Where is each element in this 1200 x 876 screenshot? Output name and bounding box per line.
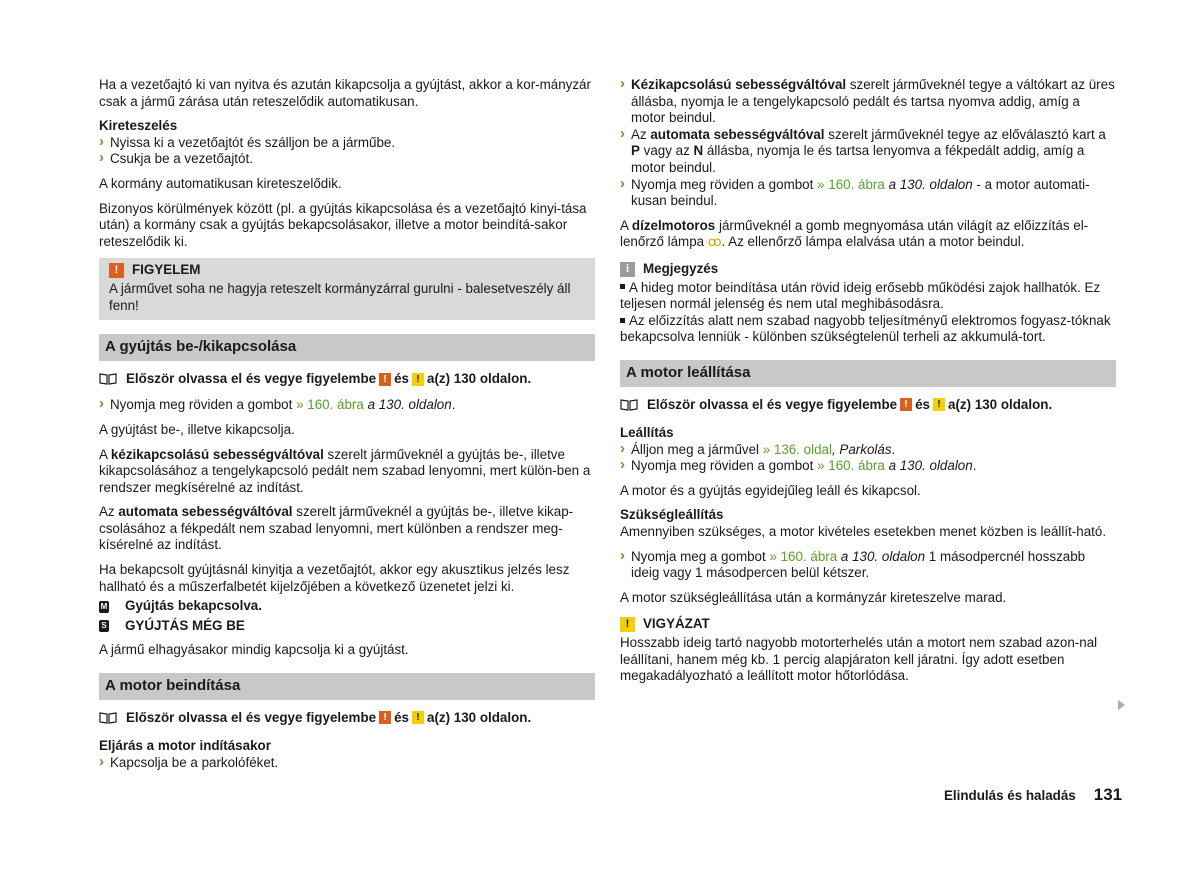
paragraph: Ha bekapcsolt gyújtásnál kinyitja a vezetőajtót, akkor egy akusztikus jelzés lesz hallható és a műszerfalbetét kijelzőjében a következő üzenetet jelzi ki. xyxy=(99,562,570,594)
caution-icon: ! xyxy=(620,617,635,632)
list-item: › Csukja be a vezetőajtót. xyxy=(99,151,595,168)
note-header xyxy=(620,261,1116,278)
book-icon xyxy=(620,399,638,411)
list-item: › Álljon meg a járművel » 136. oldal, Parkolás. xyxy=(620,442,1116,459)
display-message xyxy=(99,598,595,615)
continue-arrow-icon xyxy=(1118,700,1125,710)
list-item: › Nyissa ki a vezetőajtót és szálljon be a járműbe. xyxy=(99,135,595,152)
warning-text: A járművet soha ne hagyja reteszelt kormányzárral gurulni - balesetveszély áll fenn! xyxy=(109,280,571,313)
list-item: › Kapcsolja be a parkolóféket. xyxy=(99,755,595,772)
list-item: › Nyomja meg röviden a gombot » 160. ábra a 130. oldalon - a motor automati-kusan beindul. xyxy=(620,177,1116,210)
display-message xyxy=(99,618,595,635)
note-box xyxy=(620,261,1116,346)
paragraph: Amennyiben szükséges, a motor kivételes esetekben menet közben is leállít-ható. xyxy=(620,524,1107,540)
page-footer xyxy=(944,787,1122,805)
read-first-text: Először olvassa el és vegye figyelembe xyxy=(126,709,377,725)
right-column xyxy=(620,77,1116,685)
paragraph: A motor és a gyújtás egyidejűleg leáll és kikapcsol. xyxy=(620,482,921,498)
paragraph: A gyújtást be-, illetve kikapcsolja. xyxy=(99,421,295,437)
read-first-text: Először olvassa el és vegye figyelembe xyxy=(647,396,898,412)
read-first-page: a(z) 130 oldalon. xyxy=(427,370,532,386)
section-heading-engine-start: A motor beindítása xyxy=(99,673,595,700)
read-first-note xyxy=(620,397,1116,414)
list-item: › Kézikapcsolású sebességváltóval szerelt járműveknél tegye a váltókart az üres állásba, nyomja le a tengelykapcsoló pedált és tartsa nyomva addig, amíg a motor beindul. xyxy=(620,77,1116,127)
bullet-square-icon xyxy=(620,284,625,289)
display-message-text: Gyújtás bekapcsolva. xyxy=(125,598,262,614)
caution-icon: ! xyxy=(412,373,424,386)
note-item: A hideg motor beindítása után rövid ideig erősebb működési zajok hallhatók. Ez teljesen normál jelenség és nem utal meghibásodásra. xyxy=(620,279,1101,312)
warning-box xyxy=(99,258,595,320)
caution-title: VIGYÁZAT xyxy=(643,616,710,632)
read-first-page: a(z) 130 oldalon. xyxy=(948,396,1053,412)
caution-box xyxy=(620,616,1116,684)
paragraph: Ha a vezetőajtó ki van nyitva és azután kikapcsolja a gyújtást, akkor a kor-mányzár csak a jármű zárása után reteszelődik automatikusan. xyxy=(99,77,591,109)
display-message-text: GYÚJTÁS MÉG BE xyxy=(125,617,245,633)
section-heading-ignition: A gyújtás be-/kikapcsolása xyxy=(99,334,595,361)
footer-section-title: Elindulás és haladás xyxy=(944,788,1076,803)
list-item: › Nyomja meg röviden a gombot » 160. ábra a 130. oldalon. xyxy=(99,397,595,414)
list-item: › Nyomja meg a gombot » 160. ábra a 130. oldalon 1 másodpercnél hosszabb ideig vagy 1 másodpercen belül kétszer. xyxy=(620,549,1116,582)
read-first-text: Először olvassa el és vegye figyelembe xyxy=(126,370,377,386)
book-icon xyxy=(99,712,117,724)
paragraph: A jármű elhagyásakor mindig kapcsolja ki a gyújtást. xyxy=(99,642,409,658)
figure-link[interactable]: » 160. ábra xyxy=(817,176,885,192)
paragraph: A kézikapcsolású sebességváltóval szerelt járműveknél a gyújtás be-, illetve kikapcsolásához a tengelykapcsoló pedált nem szabad lenyomni, mert külön-ben a rendszer megkísérelné az indítást. xyxy=(99,446,591,495)
warning-icon: ! xyxy=(379,373,391,386)
read-first-page: a(z) 130 oldalon. xyxy=(427,709,532,725)
figure-link[interactable]: » 160. ábra xyxy=(817,458,885,474)
paragraph: Az automata sebességváltóval szerelt járműveknél a gyújtás be-, illetve kikap-csolásához a fékpedált nem szabad lenyomni, mert különben a rendszer meg-kísérelné az indítást. xyxy=(99,504,574,553)
paragraph: A dízelmotoros járműveknél a gomb megnyomása után világít az előizzítás el-lenőrző lámpa ꝏ. Az ellenőrző lámpa elalvása után a motor beindul. xyxy=(620,217,1089,250)
info-icon: i xyxy=(620,262,635,277)
list-item: › Nyomja meg röviden a gombot » 160. ábra a 130. oldalon. xyxy=(620,458,1116,475)
subheading-szuksegleallitas: Szükségleállítás xyxy=(620,507,724,523)
page-link[interactable]: » 136. oldal xyxy=(762,441,832,457)
display-m-icon: M xyxy=(100,601,108,611)
subheading-kireteszeles: Kireteszelés xyxy=(99,118,178,134)
caution-icon: ! xyxy=(412,711,424,724)
caution-header xyxy=(620,616,1116,633)
note-title: Megjegyzés xyxy=(643,260,719,276)
bullet-square-icon xyxy=(620,318,625,323)
book-icon xyxy=(99,373,117,385)
read-first-note xyxy=(99,371,595,388)
read-first-and: és xyxy=(915,396,930,412)
left-column xyxy=(99,77,595,771)
read-first-and: és xyxy=(394,709,409,725)
subheading-eljaras: Eljárás a motor indításakor xyxy=(99,738,271,754)
figure-link[interactable]: » 160. ábra xyxy=(296,397,364,413)
read-first-note xyxy=(99,710,595,727)
caution-text: Hosszabb ideig tartó nagyobb motorterhelés után a motort nem szabad azon-nal leállítani, hanem még kb. 1 percig alapjáraton kell járatni. Így adott esetben megakadályozható a leállított motor hőtorlódása. xyxy=(620,635,1098,684)
warning-icon: ! xyxy=(379,711,391,724)
paragraph: A kormány automatikusan kireteszelődik. xyxy=(99,175,342,191)
subheading-leallitas: Leállítás xyxy=(620,425,674,441)
warning-header xyxy=(109,262,587,279)
list-item: › Az automata sebességváltóval szerelt járműveknél tegye az előválasztó kart a P vagy az N állásba, nyomja le és tartsa lenyomva a fékpedált addig, amíg a motor beindul. xyxy=(620,127,1116,177)
read-first-and: és xyxy=(394,370,409,386)
warning-icon: ! xyxy=(109,263,124,278)
paragraph: A motor szükségleállítása után a kormányzár kireteszelve marad. xyxy=(620,589,1007,605)
display-s-icon: S xyxy=(99,620,109,632)
note-item: Az előizzítás alatt nem szabad nagyobb teljesítményű elektromos fogyasz-tóknak bekapcsolva lenniük - különben szükségtelenül terheli az akkumulá-tort. xyxy=(620,312,1111,345)
glow-plug-icon: ꝏ xyxy=(707,234,722,250)
warning-icon: ! xyxy=(900,398,912,411)
page-number: 131 xyxy=(1093,785,1123,804)
paragraph: Bizonyos körülmények között (pl. a gyújtás kikapcsolása és a vezetőajtó kinyi-tása után) a kormány csak a gyújtás bekapcsolásakor, illetve a motor beindítá-sakor reteszelődik ki. xyxy=(99,200,587,249)
section-heading-engine-stop: A motor leállítása xyxy=(620,360,1116,387)
figure-link[interactable]: » 160. ábra xyxy=(769,548,838,564)
caution-icon: ! xyxy=(933,398,945,411)
warning-title: FIGYELEM xyxy=(132,262,201,278)
